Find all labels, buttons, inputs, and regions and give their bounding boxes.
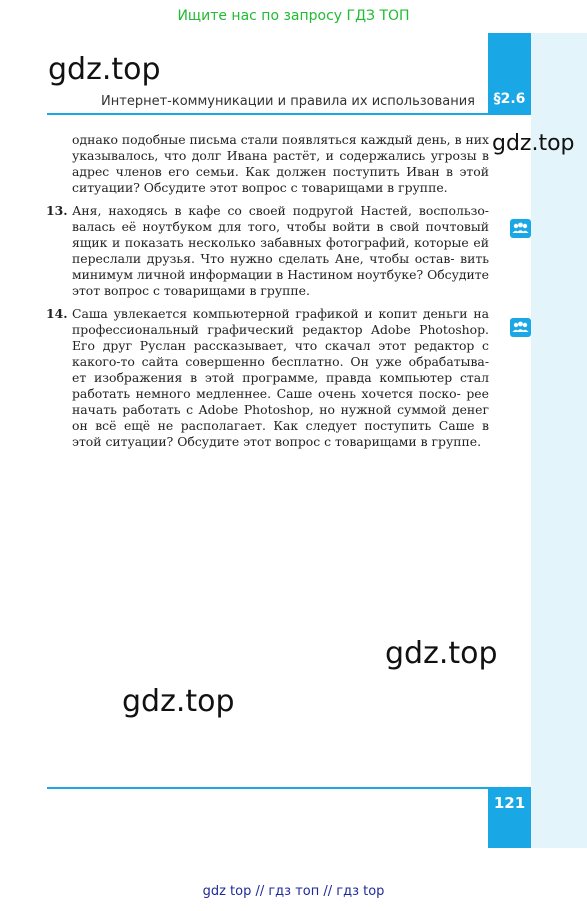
text-line: Обсудите этот вопрос с товарищами в группе. [72,267,489,298]
watermark: gdz.top [492,131,575,156]
watermark: gdz.top [385,636,498,671]
text-line: ящик и показать несколько забавных фотографий, которые [72,235,469,250]
text-line: Саше в этой ситуации? Обсудите этот вопрос с товарищами [72,418,489,449]
text-line: денег он всё ещё не располагает. Как следует поступить [72,402,489,433]
text-line: Саша увлекается компьютерной графикой и копит деньги на [72,306,489,321]
text-line: Иван в этой ситуации? Обсудите этот вопрос с товарищами в [72,164,489,195]
text-line: рее начать работать с Adobe Photoshop, но нужной суммой [72,386,489,417]
chapter-title: Интернет-коммуникации и правила их использования [101,94,475,109]
footer-rule [47,787,488,789]
text-line: Аня, находясь в кафе со своей подругой Настей, воспользо- [72,203,489,218]
header-rule [47,113,488,115]
text-line: Его друг Руслан рассказывает, что скачал этот редактор с [72,338,489,353]
text-line: профессиональный графический редактор Adobe Photoshop. [72,322,489,337]
text-line: в группе. [420,434,482,449]
text-line: группе. [398,180,448,195]
task-number: 14. [46,306,68,321]
text-line: однако подобные письма стали появляться каждый день, [72,132,451,147]
text-line: ей переслали друзья. Что нужно сделать Ане, чтобы остав- [72,235,489,266]
section-number: §2.6 [493,91,526,107]
text-line: в них указывалось, что долг Ивана растёт, и содержались [72,132,489,163]
watermark: gdz.top [48,52,161,87]
group-work-icon [510,219,531,238]
task-13 [46,203,489,299]
page-content [46,132,489,457]
group-work-icon [510,318,531,337]
text-line: ет изображения в этой программе, правда компьютер стал [72,370,489,385]
watermark: gdz.top [122,684,235,719]
footer-links: gdz top // гдз топ // гдз top [202,884,385,899]
top-banner: Ищите нас по запросу ГДЗ ТОП [177,8,410,24]
text-line: работать немного медленнее. Саше очень хочется поско- [72,386,461,401]
continuation-paragraph [72,132,489,196]
text-line: какого-то сайта совершенно бесплатно. Он уже обрабатыва- [72,354,489,369]
text-line: валась её ноутбуком для того, чтобы войти в свой почтовый [72,219,489,234]
task-14 [46,306,489,450]
task-number: 13. [46,203,68,218]
text-line: угрозы в адрес членов его семьи. Как должен поступить [72,148,489,179]
page-number: 121 [493,794,526,812]
text-line: вить минимум личной информации в Настином ноутбуке? [72,251,489,282]
